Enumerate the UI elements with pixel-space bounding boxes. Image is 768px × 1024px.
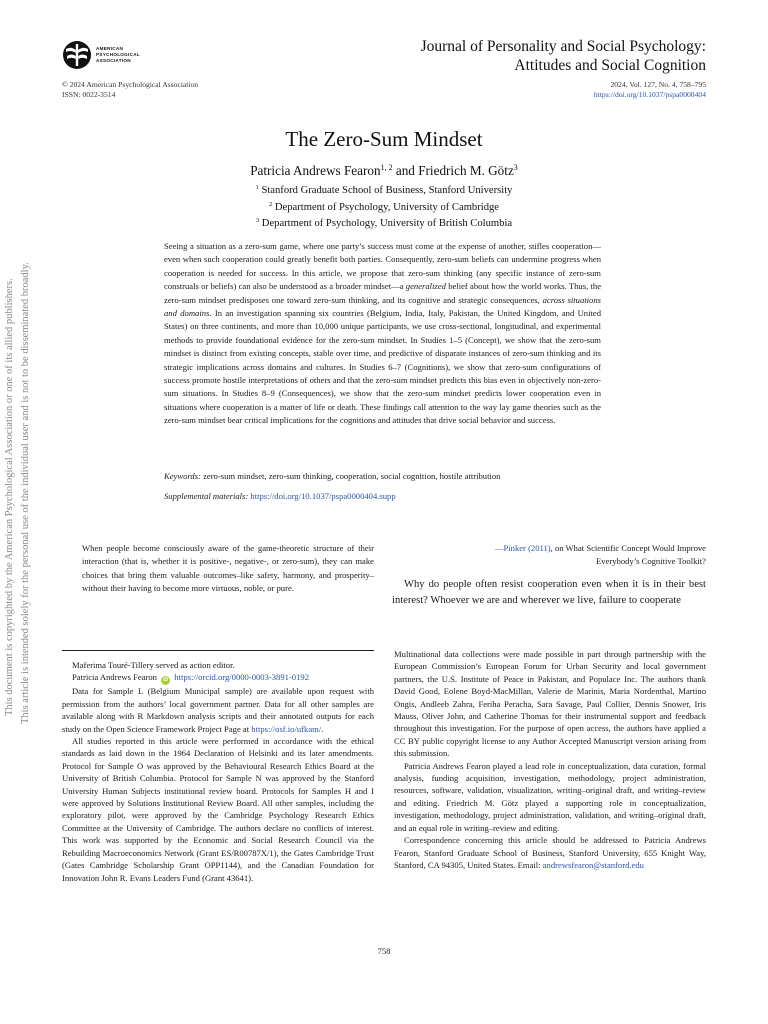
affiliation-3: $^3$ Department of Psychology, University of British Columbia — [255, 217, 513, 229]
intro-paragraph: Why do people often resist cooperation even when it is in their best interest? Whoever we are and wherever we live, failure to cooperate — [392, 579, 706, 606]
supplemental-materials — [164, 490, 601, 502]
author-note-right — [394, 648, 706, 871]
orcid-link[interactable]: https://orcid.org/0000-0003-3891-0192 — [174, 672, 309, 683]
copyright-info — [62, 80, 198, 99]
copyright-side-notice — [0, 0, 40, 1024]
affiliation-1: $^1$ Stanford Graduate School of Business, Stanford University — [255, 184, 513, 196]
journal-name: Journal of Personality and Social Psychology: Attitudes and Social Cognition — [420, 38, 706, 74]
author-1: Patricia Andrews Fearon — [250, 163, 381, 178]
supplemental-label: Supplemental materials: — [164, 491, 249, 501]
affiliations — [0, 181, 768, 231]
orcid-icon: iD — [163, 677, 169, 684]
epigraph-quote: When people become consciously aware of the game-theoretic structure of their interaction (that is, whether it is positive-, negative-, or zero-sum), they can make choices that bring them valuable outcomes–like safety, harmony, and prosperity–without their having to become more virtuous, noble, or pure. — [82, 543, 374, 594]
affiliation-2: $^2$ Department of Psychology, University of Cambridge — [269, 200, 499, 213]
keywords: Keywords: zero-sum mindset, zero-sum thinking, cooperation, social cognition, hostile attribution — [164, 471, 501, 481]
copyright-line-2: This article is intended solely for the personal use of the individual user and is not to be disseminated broadly. — [20, 262, 31, 724]
doi-link[interactable]: https://doi.org/10.1037/pspa0000404 — [593, 89, 706, 99]
volume-info: 2024, Vol. 127, No. 4, 758–795 — [610, 80, 706, 89]
contributions-note: Patricia Andrews Fearon played a lead role in conceptualization, data curation, formal analysis, funding acquisition, investigation, methodology, project administration, resources, software, validation, visualization, writing–original draft, and writing–review and editing. Friedrich M. Götz played a supporting role in conceptualization, investigation, methodology, project administration, validation, and writing–original draft, and an equal role in writing–review and editing. — [394, 760, 706, 833]
article-title: The Zero-Sum Mindset — [285, 127, 483, 151]
citation-info — [594, 80, 706, 99]
copyright-line-1: This document is copyrighted by the American Psychological Association or one of its allied publishers. — [4, 278, 15, 716]
epigraph-attribution: —Pinker (2011), on What Scientific Concept Would Improve Everybody’s Cognitive Toolkit? — [494, 543, 706, 567]
apa-logo — [62, 40, 162, 74]
correspondence-note: Correspondence concerning this article should be addressed to Patricia Andrews Fearon, Stanford Graduate School of Business, Stanford University, 655 Knight Way, Stanford, CA 94305, United States. Email: andrewsfearon@stanford.edu — [394, 835, 706, 870]
apa-logo-icon — [62, 40, 92, 70]
issn: ISSN: 0022-3514 — [62, 89, 116, 99]
page-number: 758 — [377, 946, 391, 956]
acknowledgements-note: Multinational data collections were made possible in part through partnership with the European Commission’s European Forum for Urban Security and local government partners, the U.S. Institute of Peace in Pakistan, and Populace Inc. The authors thank David Good, Eolene Boyd-MacMillan, Valerie de Marinis, Maria Nordenthal, Martino Ongis, Andleeb Zahra, Feriha Peracha, Sara Savage, Paul Collier, Dennis Snower, Iris Mauss, Oliver John, and Catherine Thomas for their instrumental support and feedback throughout this investigation. For the purpose of open access, the authors have applied a CC BY public copyright license to any Author Accepted Manuscript version arising from this submission. — [394, 649, 706, 759]
email-link[interactable]: andrewsfearon@stanford.edu — [542, 859, 644, 870]
footnote-rule — [62, 650, 374, 651]
action-editor-note: Maferima Touré-Tillery served as action editor. — [72, 660, 235, 670]
apa-logo-text: AMERICAN PSYCHOLOGICAL ASSOCIATION — [96, 46, 140, 63]
supplemental-link[interactable]: https://doi.org/10.1037/pspa0000404.supp — [250, 491, 396, 501]
abstract: Seeing a situation as a zero-sum game, where one party’s success must come at the expense of another, stifles cooperation—even when such cooperation could greatly benefit both parties. Consequently, zero-sum beliefs can undermine progress when cooperation is needed for success. In this article, we propose that zero-sum thinking (any specific instance of zero-sum construals or beliefs) can also be understood as a broader mindset—a generalized belief about how the world works. Thus, the zero-sum mindset predisposes one toward zero-sum thinking, and its cognitive and strategic consequences, across situations and domains. In an investigation spanning six countries (Belgium, India, Italy, Pakistan, the United Kingdom, and United States) on three continents, and more than 10,000 unique participants, we use cross-sectional, longitudinal, and experimental methods to provide foundational evidence for the zero-sum mindset. In Studies 1–5 (Concept), we show that the zero-sum mindset is distinct from existing concepts, stable over time, and predictive of disparate instances of zero-sum thinking and its strategic implications across domains and cultures. In Studies 6–7 (Cognitions), we show that zero-sum configurations of success promote hostile interpretations of others and that the zero-sum mindset predicts this bias even in objectively non-zero-sum situations. In Studies 8–9 (Consequences), we show that the zero-sum mindset predicts lower cooperation even in situations where cooperation is a matter of life or death. These findings call attention to the way lay game theories such as the zero-sum mindset bear critical implications for the cognitions and attitudes that drive social behavior and success. — [164, 241, 602, 426]
author-2: Friedrich M. Götz — [418, 163, 514, 178]
orcid-note: Patricia Andrews Fearon iD https://orcid.org/0000-0003-3891-0192 — [72, 672, 309, 684]
osf-link[interactable]: https://osf.io/ufkam/ — [251, 723, 322, 734]
keywords-label: Keywords: — [164, 471, 201, 481]
ethics-note: All studies reported in this article were performed in accordance with the ethical standards as laid down in the 1964 Declaration of Helsinki and its later amendments. Protocol for Sample O was approved by the Behavioural Research Ethics Board at the University of British Columbia. Protocol for Sample N was approved by the Stanford University Human Subjects institutional review board. Protocols for Samples H and I were approved by Solutions Institutional Review Board. All other samples, including the exploratory pilot, were approved by the Cambridge Psychology Research Ethics Committee at the University of Cambridge. The authors declare no conflicts of interest. This work was supported by the Economic and Social Research Council via the Rebuilding Macroeconomics Network (Grant ES/R00787X/1), the Gates Cambridge Trust (Gates Cambridge Scholarship Grant OPP1144), and the Canadian Foundation for Innovation John R. Evans Leaders Fund (Grant 43641). — [62, 736, 374, 883]
author-list: Patricia Andrews Fearon$^{1, 2}$ and Friedrich M. Götz$^3$ — [250, 163, 518, 178]
data-availability-note: Data for Sample L (Belgium Municipal sample) are available upon request with permission from the authors’ local government partner. Data for all other samples are available along with R Markdown analysis scripts and their annotated outputs for each study on the Open Science Framework Project Page at https://osf.io/ufkam/. — [62, 686, 374, 734]
copyright-text: © 2024 American Psychological Association — [62, 80, 199, 89]
author-note-left — [62, 659, 374, 884]
pinker-citation-link[interactable]: —Pinker (2011) — [494, 543, 551, 553]
